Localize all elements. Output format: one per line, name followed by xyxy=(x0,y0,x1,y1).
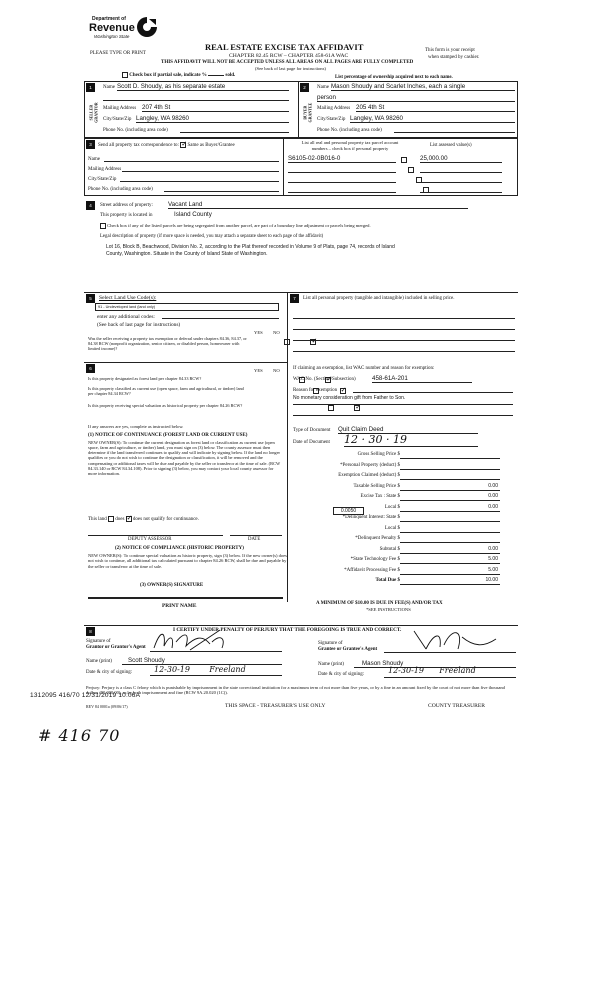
mid-top-rule xyxy=(84,292,518,293)
reason-line[interactable] xyxy=(353,386,513,393)
section-1-badge: 1 xyxy=(86,83,95,92)
owner-sig-label: (3) OWNER(S) SIGNATURE xyxy=(140,583,204,588)
fee-row-label: Gross Selling Price $ xyxy=(357,452,400,457)
grantor-date-value: 12-30-19 xyxy=(154,665,190,674)
parcel-list-header2: numbers – check box if personal property xyxy=(311,146,389,151)
dept-line2: Revenue xyxy=(89,22,135,34)
fee-row-value[interactable] xyxy=(400,473,500,480)
parcel-list-header1: List all real and personal property tax parcel account xyxy=(301,140,399,145)
s3-mailing-label: Mailing Address xyxy=(88,167,122,172)
continuance-row xyxy=(88,516,199,523)
section-3-divider xyxy=(283,138,284,196)
recording-stamp: 1312095 416/70 12/31/2019 10:06A xyxy=(30,692,141,699)
fee-row-label: Excise Tax : State $ xyxy=(360,494,400,499)
sold-label: sold. xyxy=(225,73,236,79)
section-5-badge: 5 xyxy=(86,294,95,303)
street-label: Street address of property: xyxy=(100,203,153,208)
s3-phone-label: Phone No. (including area code) xyxy=(88,187,153,192)
fee-row xyxy=(300,557,500,568)
dor-emblem-icon xyxy=(136,16,158,38)
located-field[interactable]: Island County xyxy=(174,211,212,218)
s3-mailing-field[interactable] xyxy=(122,165,279,172)
form-title: REAL ESTATE EXCISE TAX AFFIDAVIT xyxy=(205,42,364,52)
fee-row-label: *Delinquent Penalty $ xyxy=(355,536,400,541)
fee-row-label: Taxable Selling Price $ xyxy=(353,483,400,489)
q-current-use-no[interactable] xyxy=(340,388,346,394)
grantor-date-field[interactable] xyxy=(150,665,282,676)
ownership-note: List percentage of ownership acquired next to each name. xyxy=(335,75,453,80)
correspondence-row xyxy=(98,142,235,149)
buyer-mailing-label: Mailing Address xyxy=(317,106,351,111)
parcel-1-field[interactable]: S6105-02-0B016-0 xyxy=(288,155,396,163)
fee-row xyxy=(300,484,500,495)
fee-row-label: Subtotal $ xyxy=(379,546,400,552)
s5-no-header: NO xyxy=(273,330,280,335)
receipt-note1: This form is your receipt xyxy=(425,48,475,53)
grantor-name-field[interactable]: Scott Shoudy xyxy=(122,657,282,665)
grantor-sig-label2: Grantor or Grantor's Agent xyxy=(86,645,146,650)
q-forest: Is this property designated as forest land per chapter 84.33 RCW? xyxy=(88,376,202,381)
fee-row xyxy=(300,463,500,474)
q-historical: Is this property receiving special valuation as historical property per chapter 84.26 RCW? xyxy=(88,403,243,408)
receipt-note2: when stamped by cashier. xyxy=(428,55,480,60)
assessed-2-field[interactable] xyxy=(420,166,502,173)
assessed-header: List assessed value(s) xyxy=(430,143,472,148)
personal-prop-line4[interactable] xyxy=(293,346,515,352)
s6-yes-header: YES xyxy=(254,368,263,373)
fee-row xyxy=(300,494,500,505)
grantee-name-label: Name (print) xyxy=(318,662,344,667)
fee-row xyxy=(300,505,500,516)
buyer-name-label: Name xyxy=(317,85,329,90)
fee-row-value[interactable] xyxy=(400,463,500,470)
reason-label: Reason for exemption xyxy=(293,388,338,393)
please-type: PLEASE TYPE OR PRINT xyxy=(90,51,146,56)
form-chapter: CHAPTER 82.45 RCW – CHAPTER 458-61A WAC xyxy=(229,53,349,59)
grantee-date-field[interactable] xyxy=(384,666,516,678)
personal-prop-line2[interactable] xyxy=(293,324,515,330)
doc-date-label: Date of Document xyxy=(293,440,330,445)
legal-line1[interactable]: Lot 16, Block B, Beachwood, Division No. 2, according to the Plat thereof recorded in Volume 9 of Plats, page 74, records of Island xyxy=(106,244,395,250)
notice2-title: (2) NOTICE OF COMPLIANCE (HISTORIC PROPERTY) xyxy=(115,546,244,551)
local-rate-box[interactable]: 0.0050 xyxy=(333,507,364,515)
segregated-checkbox[interactable] xyxy=(100,223,106,229)
fee-row-value[interactable]: 0.00 xyxy=(400,484,500,491)
buyer-mailing-field[interactable]: 205 4th St xyxy=(356,104,515,112)
grantor-date-label: Date & city of signing: xyxy=(86,670,133,675)
s6-top-rule xyxy=(84,362,287,363)
fee-row-label: Exemption Claimed (deduct) $ xyxy=(338,473,400,478)
seller-phone-field[interactable] xyxy=(180,126,289,133)
segregated-label: Check box if any of the listed parcels are being segregated from another parcel, are part of a boundary line adjustment or parcels being merged. xyxy=(107,223,371,229)
qualify-label: qualify for continuance. xyxy=(150,517,199,523)
fee-row-value[interactable]: 5.00 xyxy=(400,557,500,564)
fee-row-value[interactable]: 10.00 xyxy=(400,578,500,585)
parcel-3-field[interactable] xyxy=(288,176,396,183)
segregated-row xyxy=(100,223,371,229)
partial-sale-label: Check box if partial sale, indicate % xyxy=(129,73,207,79)
fee-row xyxy=(300,547,500,558)
legal-label: Legal description of property (if more space is needed, you may attach a separate sheet to each page of the affidavit) xyxy=(100,234,324,239)
wac-label: WAC No. (Section/Subsection) xyxy=(293,377,356,382)
notice1-text: NEW OWNER(S): To continue the current designation as forest land or classification as current use (open space, farm and agriculture, or timber) land, you must sign on (3) below. The county assessor must then determine if the land transferred continues to qualify and will indicate by signing below. If the land no longer qualifies or you do not wish to continue the designation or classification, it will be removed and the compensating or additional taxes will be due and payable by the seller or transferor at the time of sale. (RCW 84.33.140 or RCW 84.34.108). Prior to signing (3) below, you may contact your local county assessor for more information. xyxy=(88,440,281,476)
certify-text: I CERTIFY UNDER PENALTY OF PERJURY THAT THE FOREGOING IS TRUE AND CORRECT. xyxy=(173,627,402,633)
q-historical-yes[interactable] xyxy=(328,405,334,411)
reason-line2[interactable] xyxy=(293,404,513,405)
grantor-city-value: Freeland xyxy=(209,665,246,674)
reason-line3[interactable] xyxy=(293,415,513,416)
fee-row-value[interactable]: 0.00 xyxy=(400,494,500,501)
fee-row-value[interactable]: 0.00 xyxy=(400,547,500,554)
fee-row-value[interactable]: 0.00 xyxy=(400,505,500,512)
seller-side-label: SELLER GRANTOR xyxy=(88,102,98,123)
seller-mailing-label: Mailing Address xyxy=(103,106,137,111)
county-treasurer: COUNTY TREASURER xyxy=(428,703,486,709)
located-label: This property is located in xyxy=(100,213,153,218)
buyer-city-label: City/State/Zip xyxy=(317,117,346,122)
if-yes-note: If any answers are yes, complete as instructed below. xyxy=(88,424,184,429)
print-name-label: PRINT NAME xyxy=(162,603,197,609)
buyer-name-field-line2[interactable]: person xyxy=(317,94,515,102)
legal-line2[interactable]: County, Washington. Situate in the County of Island State of Washington. xyxy=(106,251,268,257)
land-use-label: Select Land Use Code(s): xyxy=(99,295,157,301)
fee-row-label: *State Technology Fee $ xyxy=(350,557,400,562)
deputy-label: DEPUTY ASSESSOR xyxy=(128,537,172,542)
doc-type-field[interactable]: Quit Claim Deed xyxy=(338,426,478,434)
grantee-signature-field[interactable] xyxy=(384,642,516,653)
s3-phone-field[interactable] xyxy=(164,185,279,192)
grantee-date-label: Date & city of signing: xyxy=(318,672,365,677)
s6-no-header: NO xyxy=(273,368,280,373)
date-label: DATE xyxy=(248,537,261,542)
s5-see-back: (See back of last page for instructions) xyxy=(97,322,181,328)
grantee-city-value: Freeland xyxy=(439,666,476,675)
doc-type-label: Type of Document xyxy=(293,428,331,433)
q-exemption-yes[interactable] xyxy=(284,339,290,345)
parties-divider xyxy=(298,81,299,138)
buyer-phone-field[interactable] xyxy=(394,126,515,133)
perjury-text: Perjury: Perjury is a class C felony which is punishable by imprisonment in the state correctional institution for a maximum term of not more than five years, or by a fine in an amount fixed by the court of not more than five thousand dollars ($5,000.00), or by both imprisonment and fine (RCW 9A.20.020 (1C)). xyxy=(86,685,505,696)
section-3-badge: 3 xyxy=(86,140,95,149)
seller-city-label: City/State/Zip xyxy=(103,117,132,122)
form-warning: THIS AFFIDAVIT WILL NOT BE ACCEPTED UNLESS ALL AREAS ON ALL PAGES ARE FULLY COMPLETED xyxy=(161,60,414,65)
dept-line1: Department of xyxy=(92,16,126,22)
same-as-buyer-checkbox[interactable] xyxy=(180,142,186,148)
fee-row-value[interactable]: 5.00 xyxy=(400,568,500,575)
fee-row-label: *Affidavit Processing Fee $ xyxy=(344,567,400,573)
additional-codes-label: enter any additional codes: xyxy=(97,314,155,320)
parcel-4-field[interactable] xyxy=(288,186,396,193)
parcel-2-checkbox[interactable] xyxy=(408,167,414,173)
fee-row-value[interactable] xyxy=(400,526,500,533)
grantee-signature-scribble xyxy=(384,627,516,653)
assessed-1-field[interactable]: 25,000.00 xyxy=(420,155,502,163)
grantor-signature-scribble xyxy=(150,628,282,652)
reason-field[interactable]: No monetary consideration gift from Father to Son. xyxy=(293,395,406,401)
see-back-note: (See back of last page for instructions) xyxy=(255,66,326,71)
land-does-checkbox[interactable] xyxy=(108,516,114,522)
treasurer-space: THIS SPACE - TREASURER'S USE ONLY xyxy=(225,703,326,709)
parcel-2-field[interactable] xyxy=(288,166,396,173)
grantee-sig-label2: Grantee or Grantee's Agent xyxy=(318,647,378,652)
buyer-name-field[interactable]: Mason Shoudy and Scarlet Inches, each a single xyxy=(331,83,515,91)
fee-row-value[interactable] xyxy=(400,452,500,459)
parcel-1-checkbox[interactable] xyxy=(401,157,407,163)
dept-line3: Washington State xyxy=(94,34,130,39)
section-7-badge: 7 xyxy=(290,294,299,303)
seller-name-field[interactable]: Scott D. Shoudy, as his separate estate xyxy=(117,83,289,91)
fee-row xyxy=(300,526,500,537)
partial-sale-checkbox[interactable] xyxy=(122,72,128,78)
section-6-badge: 6 xyxy=(86,364,95,373)
this-land-label: This land xyxy=(88,517,107,523)
fee-row-label: *Delinquent Interest: State $ xyxy=(342,515,400,520)
land-use-select[interactable]: 91 - Undeveloped land (land only) xyxy=(95,303,279,311)
s3-city-label: City/State/Zip xyxy=(88,177,117,182)
fee-row xyxy=(300,515,500,526)
seller-name-line2[interactable] xyxy=(103,94,289,101)
additional-codes-field[interactable] xyxy=(162,312,279,319)
grantee-name-field[interactable]: Mason Shoudy xyxy=(354,660,516,668)
q-exemption: Was the seller receiving a property tax exemption or deferral under chapters 84.36, 84.37, or 84.38 RCW (nonprofit organization, senior citizen, or disabled person, homeowner with limited income)? xyxy=(88,336,247,351)
fee-row-label: Total Due $ xyxy=(375,578,400,583)
partial-sale-row xyxy=(122,72,235,79)
deputy-assessor-line[interactable] xyxy=(88,530,223,536)
s8-top-rule xyxy=(84,625,518,626)
partial-sale-blank xyxy=(208,75,224,76)
section-8-badge: 8 xyxy=(86,627,95,636)
seller-phone-label: Phone No. (including area code) xyxy=(103,128,168,133)
grantor-sig-label1: Signature of xyxy=(86,639,111,644)
deputy-date-line[interactable] xyxy=(230,530,282,536)
fee-row xyxy=(300,473,500,484)
personal-prop-line1[interactable] xyxy=(293,313,515,319)
fee-row-label: Local $ xyxy=(384,504,400,510)
assessed-3-field[interactable] xyxy=(420,176,502,183)
doc-date-field[interactable]: 12 · 30 · 19 xyxy=(344,434,478,447)
s5-yes-header: YES xyxy=(254,330,263,335)
grantor-name-label: Name (print) xyxy=(86,659,112,664)
dor-logo xyxy=(89,16,162,44)
wac-field[interactable]: 458-61A-201 xyxy=(372,375,472,383)
fee-rows xyxy=(300,452,500,589)
s3-name-field[interactable] xyxy=(104,155,279,162)
correspondence-label: Send all property tax correspondence to: xyxy=(98,143,179,149)
does-not-label: does not xyxy=(132,517,150,523)
notice1-title: (1) NOTICE OF CONTINUANCE (FOREST LAND OR CURRENT USE) xyxy=(88,433,248,438)
personal-prop-line3[interactable] xyxy=(293,335,515,341)
assessed-4-field[interactable] xyxy=(420,186,502,193)
fee-row xyxy=(300,536,500,547)
street-field[interactable]: Vacant Land xyxy=(168,201,468,209)
grantor-signature-field[interactable] xyxy=(150,640,282,652)
minimum-note: A MINIMUM OF $10.00 IS DUE IN FEE(S) AND/OR TAX xyxy=(316,601,443,606)
s3-city-field[interactable] xyxy=(120,175,279,182)
fee-row xyxy=(300,578,500,589)
section-4-badge: 4 xyxy=(86,201,95,210)
fee-row-value[interactable] xyxy=(400,536,500,543)
print-name-line[interactable] xyxy=(88,598,283,599)
land-does-not-checkbox[interactable] xyxy=(126,516,132,522)
fee-row-value[interactable] xyxy=(400,515,500,522)
s3-name-label: Name xyxy=(88,157,100,162)
see-instructions: *SEE INSTRUCTIONS xyxy=(366,607,411,612)
buyer-city-field[interactable]: Langley, WA 98260 xyxy=(350,115,515,123)
fee-row-label: *Personal Property (deduct) $ xyxy=(340,462,400,468)
fee-row-label: Local $ xyxy=(384,525,400,531)
seller-name-label: Name xyxy=(103,85,115,90)
section-2-badge: 2 xyxy=(300,83,309,92)
grantee-sig-label1: Signature of xyxy=(318,641,343,646)
grantee-date-value: 12-30-19 xyxy=(388,666,424,675)
exemption-intro: If claiming an exemption, list WAC number and reason for exemption: xyxy=(293,366,435,371)
seller-city-field[interactable]: Langley, WA 98260 xyxy=(136,115,289,123)
q-current-use: Is this property classified as current use (open space, farm and agricultural, or timber) land per chapter 84.34 RCW? xyxy=(88,386,244,396)
rev-number: REV 84 0001a (09/06/17) xyxy=(86,704,128,709)
seller-mailing-field[interactable]: 207 4th St xyxy=(142,104,289,112)
notice2-text: NEW OWNER(S): To continue special valuation as historic property, sign (3) below. If the new owner(s) does not wish to continue, all additional tax calculated pursuant to chapter 84.26 RCW, shall be due and payable by the seller or transferor at the time of sale. xyxy=(88,553,287,569)
does-label: does xyxy=(115,517,125,523)
fee-row xyxy=(300,452,500,463)
buyer-side-label: BUYER GRANTEE xyxy=(302,102,312,123)
same-as-buyer-label: Same as Buyer/Grantee xyxy=(187,143,235,149)
fee-row xyxy=(300,568,500,579)
handwritten-number: # 416 70 xyxy=(38,726,121,745)
q-historical-no[interactable] xyxy=(354,405,360,411)
buyer-phone-label: Phone No. (including area code) xyxy=(317,128,382,133)
personal-prop-label: List all personal property (tangible and intangible) included in selling price. xyxy=(303,296,455,301)
